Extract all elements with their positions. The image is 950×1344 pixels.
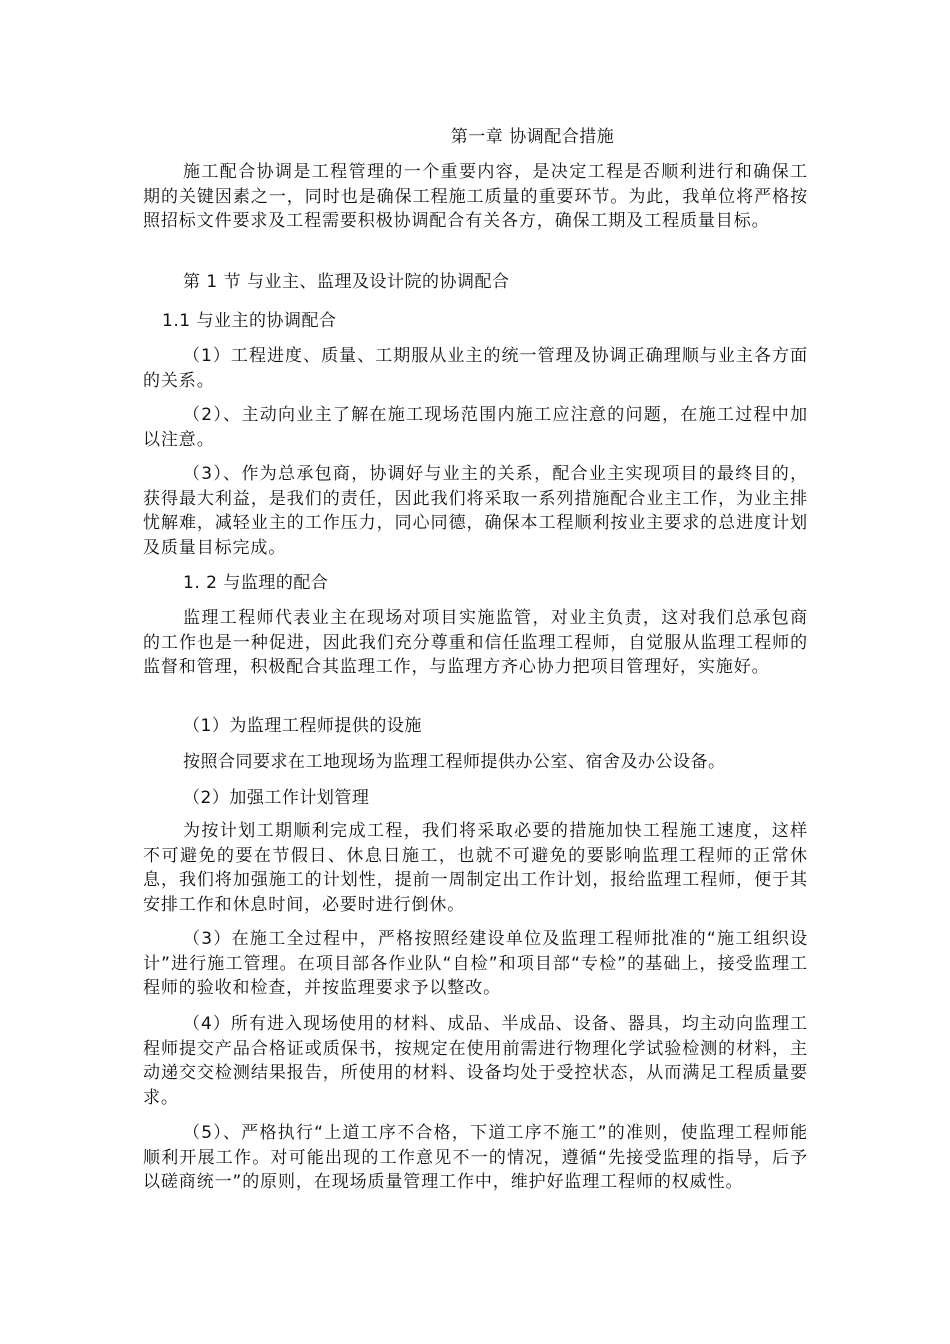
- intro-paragraph: 施工配合协调是工程管理的一个重要内容，是决定工程是否顺利进行和确保工期的关键因素之一，同时也是确保工程施工质量的重要环节。为此，我单位将严格按照招标文件要求及工程需要积极协调配合有关各方，确保工期及工程质量目标。: [143, 162, 808, 232]
- paragraph-process-rules: （5）、严格执行“上道工序不合格，下道工序不施工”的准则，使监理工程师能顺利开展工作。对可能出现的工作意见不一的情况，遵循“先接受监理的指导，后予以磋商统一”的原则，在现场质量管理工作中，维护好监理工程师的权威性。: [143, 1123, 808, 1193]
- paragraph-supervision-intro: 监理工程师代表业主在现场对项目实施监管，对业主负责，这对我们总承包商的工作也是一种促进，因此我们充分尊重和信任监理工程师，自觉服从监理工程师的监督和管理，积极配合其监理工作，与监理方齐心协力把项目管理好，实施好。: [143, 608, 808, 678]
- paragraph-owner-3: （3）、作为总承包商，协调好与业主的关系，配合业主实现项目的最终目的，获得最大利益，是我们的责任，因此我们将采取一系列措施配合业主工作，为业主排忧解难，减轻业主的工作压力，同心同德，确保本工程顺利按业主要求的总进度计划及质量目标完成。: [143, 464, 808, 558]
- paragraph-work-plan: 为按计划工期顺利完成工程，我们将采取必要的措施加快工程施工速度，这样不可避免的要在节假日、休息日施工，也就不可避免的要影响监理工程师的正常休息，我们将加强施工的计划性，提前一周制定出工作计划，报给监理工程师，便于其安排工作和休息时间，必要时进行倒休。: [143, 821, 808, 915]
- section-heading: 第 1 节 与业主、监理及设计院的协调配合: [183, 272, 510, 292]
- subsection-heading-supervision: 1. 2 与监理的配合: [183, 573, 329, 593]
- paragraph-materials: （4）所有进入现场使用的材料、成品、半成品、设备、器具，均主动向监理工程师提交产品合格证或质保书，按规定在使用前需进行物理化学试验检测的材料，主动递交交检测结果报告，所使用的材料、设备均处于受控状态，从而满足工程质量要求。: [143, 1014, 808, 1108]
- paragraph-owner-2: （2）、主动向业主了解在施工现场范围内施工应注意的问题，在施工过程中加以注意。: [143, 405, 808, 450]
- item-heading-work-plan: （2）加强工作计划管理: [183, 788, 370, 808]
- paragraph-facilities: 按照合同要求在工地现场为监理工程师提供办公室、宿舍及办公设备。: [183, 752, 726, 772]
- item-heading-facilities: （1）为监理工程师提供的设施: [183, 716, 422, 736]
- subsection-heading-owner: 1.1 与业主的协调配合: [162, 311, 337, 331]
- paragraph-owner-1: （1）工程进度、质量、工期服从业主的统一管理及协调正确理顺与业主各方面的关系。: [143, 346, 808, 391]
- chapter-title: 第一章 协调配合措施: [450, 127, 615, 147]
- paragraph-construction-management: （3）在施工全过程中，严格按照经建设单位及监理工程师批准的“施工组织设计”进行施工管理。在项目部各作业队“自检”和项目部“专检”的基础上，接受监理工程师的验收和检查，并按监理要求予以整改。: [143, 929, 808, 999]
